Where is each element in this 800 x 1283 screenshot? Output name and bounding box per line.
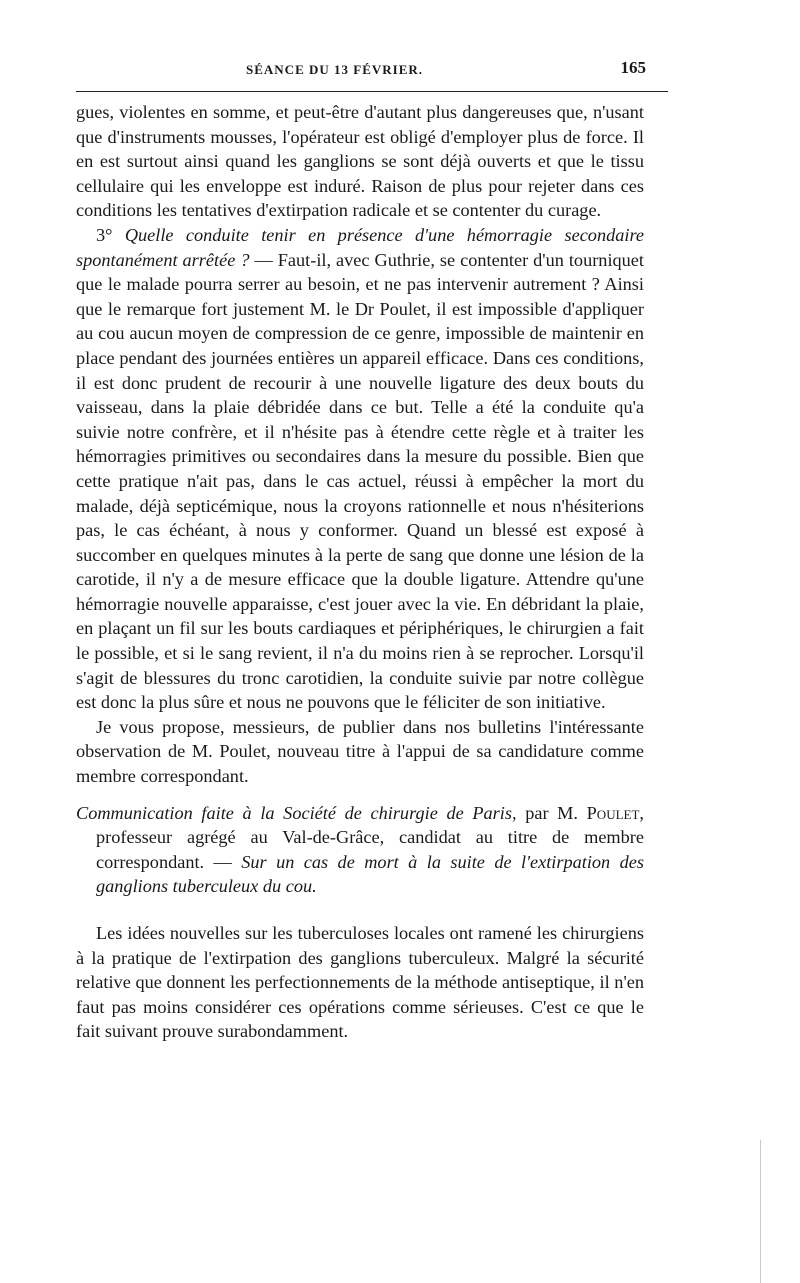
communication-source: Communication faite à la Société de chirurgie de Paris, [76, 802, 517, 823]
page-number: 165 [620, 58, 646, 77]
paragraph-text: gues, violentes en somme, et peut-être d'autant plus dangereuses que, n'usant que d'instruments mousses, l'opérateur est obligé d'employer plus de force. Il en est surtout ainsi quand les ganglions se sont déjà ouverts et que le tissu cellulaire qui les enveloppe est induré. Raison de plus pour rejeter dans ces conditions les tentatives d'extirpation radicale et se contenter du curage. [76, 102, 644, 221]
header-rule [76, 91, 668, 92]
question-heading: Quelle conduite tenir en présence d'une hémorragie secondaire spontanément arrêtée ? [76, 224, 644, 270]
section-gap [76, 899, 644, 921]
paragraph-intro [76, 921, 644, 1044]
paragraph-proposal [76, 715, 644, 789]
communication-title: Sur un cas de mort à la suite de l'extirpation des ganglions tuberculeux du cou. [96, 851, 644, 897]
question-number: 3° [96, 224, 125, 245]
paragraph-text: Je vous propose, messieurs, de publier dans nos bulletins l'intéressante observation de M. Poulet, nouveau titre à l'appui de sa candidature comme membre correspondant. [76, 716, 644, 787]
paragraph-text: — Faut-il, avec Guthrie, se contenter d'un tourniquet que le malade pourra serrer au besoin, et ne pas intervenir autrement ? Ainsi que le remarque fort justement M. le Dr Poulet, il est impossible d'appliquer au cou aucun moyen de compression de ce genre, impossible de maintenir en place pendant des journées entières un appareil efficace. Dans ces conditions, il est donc prudent de recourir à une nouvelle ligature des deux bouts du vaisseau, dans la plaie débridée dans ce but. Telle a été la conduite qu'a suivie notre confrère, et il n'hésite pas à étendre cette règle et à traiter les hémorragies primitives ou secondaires dans la mesure du possible. Bien que cette pratique n'ait pas, dans le cas actuel, réussi à empêcher la mort du malade, déjà septicémique, nous la croyons rationnelle et nous n'hésiterions pas, le cas échéant, à nous y conformer. Quand un blessé est exposé à succomber en quelques minutes à la perte de sang que donne une lésion de la carotide, il n'y a de mesure efficace que la double ligature. Attendre qu'une hémorragie nouvelle apparaisse, c'est jouer avec la vie. En débridant la plaie, en plaçant un fil sur les bouts cardiaques et périphériques, le chirurgien a fait le possible, et si le sang revient, il n'a du moins rien à se reprocher. Lorsqu'il s'agit de blessures du tronc carotidien, la conduite suivie par notre collègue est donc la plus sûre et nous ne pouvons que le féliciter de son initiative. [76, 249, 644, 713]
page-header [76, 58, 656, 82]
page-body [76, 100, 644, 1044]
paragraph-continuation [76, 100, 644, 223]
paragraph-question [76, 223, 644, 715]
communication-details: , professeur agrégé au Val-de-Grâce, candidat au titre de membre correspondant. — [96, 802, 644, 872]
scan-edge-mark [760, 1140, 800, 1283]
running-head: SÉANCE DU 13 FÉVRIER. [246, 62, 424, 77]
author-name: Poulet [586, 802, 640, 823]
communication-par: par M. [516, 802, 587, 823]
communication-heading [76, 801, 644, 899]
paragraph-text: Les idées nouvelles sur les tuberculoses locales ont ramené les chirurgiens à la pratique de l'extirpation des ganglions tuberculeux. Malgré la sécurité relative que donnent les perfectionnements de la méthode antiseptique, il n'en faut pas moins considérer ces opérations comme sérieuses. C'est ce que le fait suivant prouve surabondamment. [76, 923, 644, 1042]
